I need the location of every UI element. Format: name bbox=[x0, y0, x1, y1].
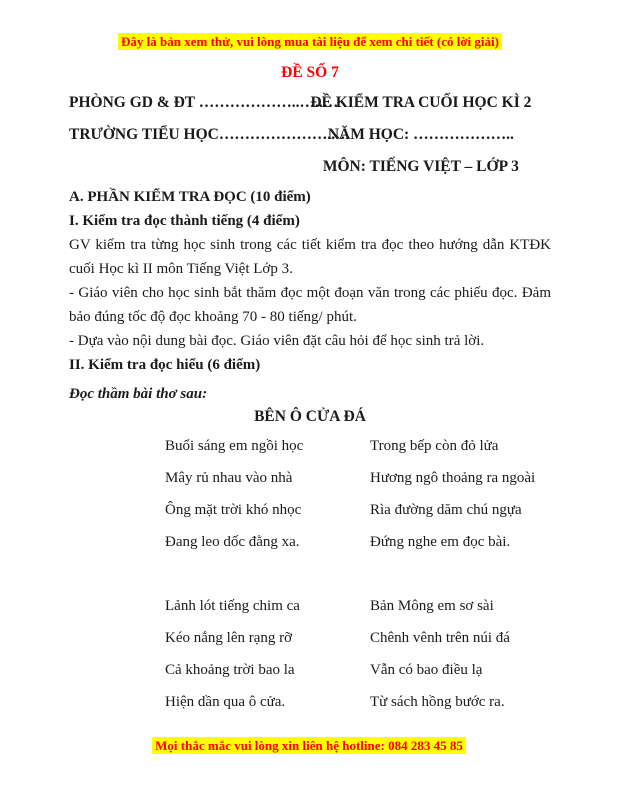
poem-line: Kéo nắng lên rạng rỡ bbox=[165, 630, 293, 646]
poem-title: BÊN Ô CỬA ĐÁ bbox=[254, 408, 366, 425]
poem-row bbox=[69, 686, 551, 718]
header-department-line: PHÒNG GD & ĐT ………………..…..… bbox=[69, 94, 339, 111]
header-empty-cell bbox=[69, 151, 291, 183]
poem-line: Hiện dần qua ô cửa. bbox=[165, 694, 286, 710]
part-2-heading: II. Kiểm tra đọc hiểu (6 điểm) bbox=[69, 357, 261, 373]
poem-line: Trong bếp còn đỏ lửa bbox=[370, 438, 499, 454]
section-a-heading: A. PHẦN KIỂM TRA ĐỌC (10 điểm) bbox=[69, 189, 311, 205]
header-school-year-line: NĂM HỌC: ……………….. bbox=[327, 126, 514, 143]
header-school-line: TRƯỜNG TIỂU HỌC…………………..… bbox=[69, 126, 351, 143]
poem-line: Ông mặt trời khó nhọc bbox=[165, 502, 302, 518]
poem-row bbox=[69, 462, 551, 494]
poem-line: Chênh vênh trên núi đá bbox=[370, 630, 510, 646]
bottom-notice-banner bbox=[0, 737, 618, 754]
part-1-paragraph: GV kiểm tra từng học sinh trong các tiết kiểm tra đọc theo hướng dẫn KTĐK cuối Học kì II môn Tiếng Việt Lớp 3. bbox=[69, 237, 551, 277]
poem-line: Đang leo dốc đằng xa. bbox=[165, 534, 300, 550]
top-notice-banner bbox=[69, 33, 551, 50]
part-1-paragraph: - Giáo viên cho học sinh bắt thăm đọc một đoạn văn trong các phiếu đọc. Đảm bảo đúng tốc độ đọc khoảng 70 - 80 tiếng/ phút. bbox=[69, 285, 551, 325]
poem-line: Cả khoảng trời bao la bbox=[165, 662, 295, 678]
poem-line: Hương ngô thoảng ra ngoài bbox=[370, 470, 536, 486]
poem-row bbox=[69, 430, 551, 462]
poem-row bbox=[69, 526, 551, 558]
part-1-paragraph: - Dựa vào nội dung bài đọc. Giáo viên đặt câu hỏi để học sinh trả lời. bbox=[69, 333, 485, 349]
part-2-instruction: Đọc thầm bài thơ sau: bbox=[69, 386, 208, 402]
poem-line: Bản Mông em sơ sài bbox=[370, 598, 494, 614]
header-row bbox=[69, 87, 551, 119]
part-1-heading: I. Kiểm tra đọc thành tiếng (4 điểm) bbox=[69, 213, 300, 229]
poem-line: Mây rủ nhau vào nhà bbox=[165, 470, 293, 486]
poem-line: Đứng nghe em đọc bài. bbox=[370, 534, 511, 550]
poem bbox=[69, 430, 551, 718]
poem-line: Từ sách hồng bước ra. bbox=[370, 694, 505, 710]
poem-row bbox=[69, 494, 551, 526]
header-exam-title: ĐỀ KIỂM TRA CUỐI HỌC KÌ 2 bbox=[310, 94, 532, 111]
exam-body bbox=[69, 185, 551, 428]
header-subject-line: MÔN: TIẾNG VIỆT – LỚP 3 bbox=[322, 158, 519, 175]
bottom-notice-text: Mọi thắc mắc vui lòng xin liên hệ hotline: 084 283 45 85 bbox=[152, 737, 466, 754]
stanza-gap bbox=[69, 558, 551, 590]
poem-row bbox=[69, 590, 551, 622]
poem-row bbox=[69, 654, 551, 686]
poem-line: Lảnh lót tiếng chim ca bbox=[165, 598, 300, 614]
doc-title: ĐỀ SỐ 7 bbox=[281, 64, 339, 81]
poem-line: Vẫn có bao điều lạ bbox=[370, 662, 483, 678]
top-notice-text: Đây là bản xem thử, vui lòng mua tài liệu để xem chi tiết (có lời giải) bbox=[118, 33, 502, 50]
header-row bbox=[69, 151, 551, 183]
poem-line: Rìa đường dăm chú ngựa bbox=[370, 502, 522, 518]
poem-row bbox=[69, 622, 551, 654]
header-row bbox=[69, 119, 551, 151]
poem-line: Buổi sáng em ngồi học bbox=[165, 438, 304, 454]
exam-header bbox=[69, 87, 551, 183]
